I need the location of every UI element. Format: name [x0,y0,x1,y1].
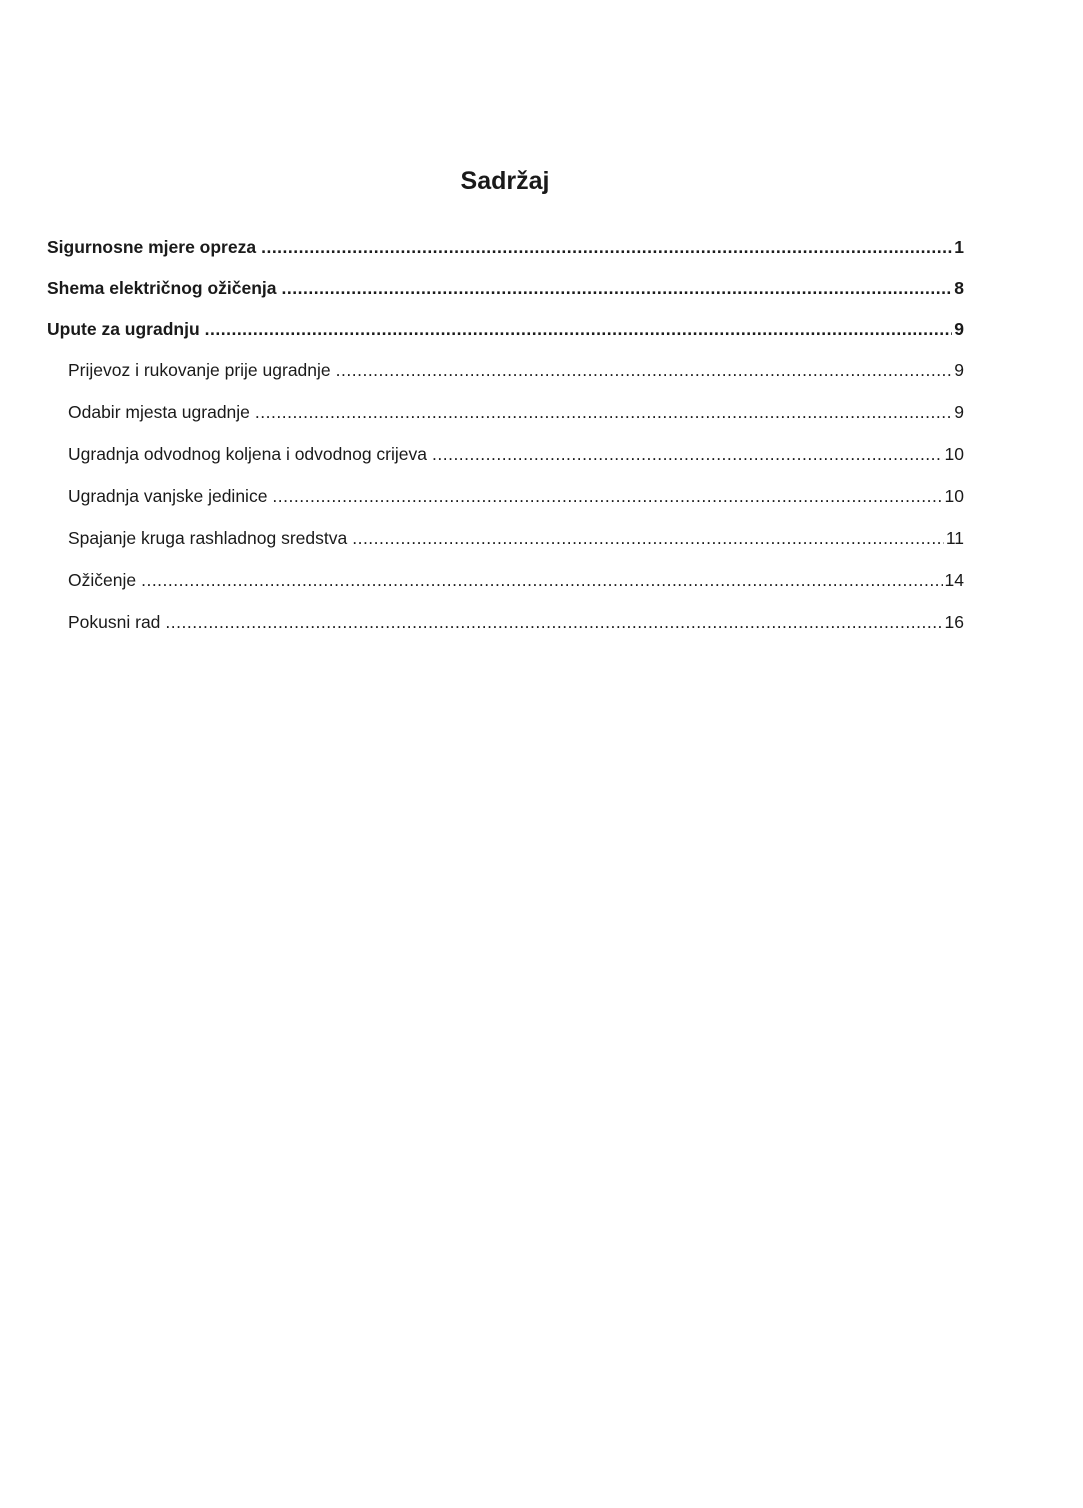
toc-entry-label: Prijevoz i rukovanje prije ugradnje [68,360,331,380]
toc-entry-transport[interactable] [47,355,964,397]
toc-entry-label: Spajanje kruga rashladnog sredstva [68,528,348,548]
toc-page-number: 16 [944,612,964,632]
toc-title: Sadržaj [460,167,550,195]
toc-page-number: 11 [945,528,964,548]
dot-leader [352,523,944,553]
toc-entry-label: Odabir mjesta ugradnje [68,402,250,422]
dot-leader [261,232,952,262]
toc-entry-label: Shema električnog ožičenja [47,278,277,298]
toc-entry-label: Ugradnja vanjske jedinice [68,486,268,506]
toc-page-number: 14 [944,570,964,590]
toc-page-number: 9 [954,402,964,422]
toc-entry-safety[interactable] [47,232,964,273]
toc-page-number: 10 [944,444,964,464]
toc-entry-label: Ugradnja odvodnog koljena i odvodnog crijeva [68,444,427,464]
dot-leader [336,355,953,385]
dot-leader [205,314,953,344]
toc-page-number: 8 [954,278,964,298]
dot-leader [282,273,953,303]
toc-entry-refrigerant[interactable] [47,523,964,565]
toc-entry-wiring-diagram[interactable] [47,273,964,314]
toc-entry-test-run[interactable] [47,607,964,649]
toc-entry-wiring[interactable] [47,565,964,607]
table-of-contents [47,232,964,649]
toc-page-number: 9 [954,319,964,339]
toc-entry-location[interactable] [47,397,964,439]
toc-entry-installation[interactable] [47,314,964,355]
dot-leader [432,439,943,469]
toc-entry-drain[interactable] [47,439,964,481]
toc-entry-label: Pokusni rad [68,612,161,632]
toc-page-number: 10 [944,486,964,506]
toc-page-number: 1 [954,237,964,257]
toc-entry-label: Sigurnosne mjere opreza [47,237,257,257]
toc-entry-label: Upute za ugradnju [47,319,200,339]
toc-entry-outdoor-unit[interactable] [47,481,964,523]
dot-leader [141,565,942,595]
dot-leader [272,481,942,511]
dot-leader [165,607,942,637]
toc-page-number: 9 [954,360,964,380]
toc-entry-label: Ožičenje [68,570,137,590]
dot-leader [255,397,952,427]
